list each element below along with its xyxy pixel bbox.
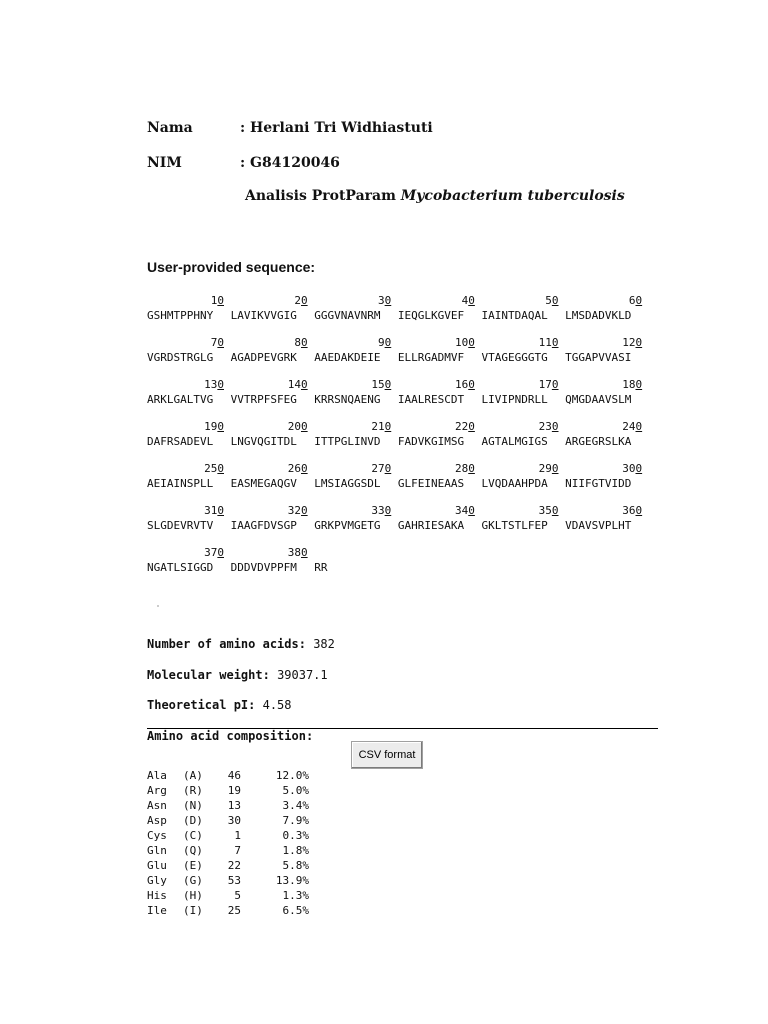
sequence-position: 20 (294, 294, 308, 307)
nim-value: : G84120046 (240, 155, 340, 171)
composition-row (147, 858, 309, 873)
amino-acid-count: 53 (227, 874, 241, 887)
page-title (245, 188, 625, 204)
amino-acid-count (147, 637, 335, 651)
sequence-chunk: DAFRSADEVL (147, 435, 214, 448)
sequence-position: 90 (378, 336, 392, 349)
sequence-position: 360 (622, 504, 643, 517)
sequence-chunk: GRKPVMGETG (314, 519, 381, 532)
amino-acid-percent: 1.3% (282, 889, 309, 902)
sequence-position: 10 (210, 294, 224, 307)
sequence-position-row (147, 461, 642, 476)
amino-acid-code: (D) (183, 814, 203, 827)
amino-acid-percent: 3.4% (282, 799, 309, 812)
sequence-row (147, 518, 642, 533)
sequence-position: 100 (455, 336, 475, 349)
composition-row (147, 888, 309, 903)
sequence-chunk: LIVIPNDRLL (481, 393, 548, 406)
composition-table (147, 768, 309, 918)
sequence-position: 110 (538, 336, 559, 349)
amino-acid-count: 22 (227, 859, 241, 872)
sequence-position: 200 (287, 420, 308, 433)
sequence-position: 140 (287, 378, 308, 391)
sequence-position: 260 (287, 462, 308, 475)
sequence-row (147, 560, 391, 575)
sequence-position: 290 (538, 462, 559, 475)
sequence-chunk: VGRDSTRGLG (147, 351, 214, 364)
amino-acid-percent: 13.9% (275, 874, 309, 887)
sequence-position: 170 (538, 378, 559, 391)
stray-mark (157, 605, 159, 607)
amino-acid-code: (R) (183, 784, 203, 797)
sequence-chunk: GAHRIESAKA (397, 519, 465, 532)
composition-row (147, 843, 309, 858)
amino-acid-count: 46 (227, 769, 241, 782)
amino-acid-name: Gln (147, 844, 167, 857)
sequence-row (147, 392, 642, 407)
sequence-chunk: KRRSNQAENG (314, 393, 381, 406)
amino-acid-percent: 0.3% (282, 829, 309, 842)
composition-row (147, 903, 309, 918)
amino-acid-percent: 6.5% (282, 904, 309, 917)
sequence-position: 380 (287, 546, 308, 559)
sequence-position: 240 (622, 420, 643, 433)
amino-acid-name: Gly (147, 874, 167, 887)
sequence-position: 60 (628, 294, 643, 307)
sequence-position: 280 (455, 462, 475, 475)
sequence-position: 150 (371, 378, 392, 391)
sequence-chunk: GLFEINEAAS (397, 477, 465, 490)
theoretical-pi-value: 4.58 (262, 698, 292, 712)
amino-acid-code: (I) (183, 904, 203, 917)
title-organism: Mycobacterium tuberculosis (400, 188, 625, 204)
amino-acid-code: (A) (183, 769, 203, 782)
sequence-chunk: DDDVDVPPFM (230, 561, 297, 574)
amino-acid-code: (E) (183, 859, 203, 872)
sequence-position-row (147, 503, 642, 518)
composition-row (147, 798, 309, 813)
sequence-chunk: GGGVNAVNRM (314, 309, 381, 322)
amino-acid-code: (H) (183, 889, 203, 902)
sequence-chunk: IAALRESCDT (397, 393, 465, 406)
sequence-position: 120 (622, 336, 643, 349)
amino-acid-count: 19 (227, 784, 241, 797)
amino-acid-count: 7 (234, 844, 241, 857)
sequence-chunk: IEQGLKGVEF (397, 309, 465, 322)
sequence-position-row (147, 545, 391, 560)
csv-format-button[interactable]: CSV format (351, 741, 423, 769)
sequence-chunk: EASMEGAQGV (230, 477, 297, 490)
amino-acid-percent: 5.8% (282, 859, 309, 872)
sequence-chunk: LNGVQGITDL (230, 435, 297, 448)
amino-acid-name: Arg (147, 784, 167, 797)
sequence-chunk: GSHMTPPHNY (147, 309, 214, 322)
sequence-position: 340 (455, 504, 475, 517)
amino-acid-name: Cys (147, 829, 167, 842)
sequence-chunk: ITTPGLINVD (314, 435, 381, 448)
sequence-position: 310 (204, 504, 224, 517)
sequence-position: 270 (371, 462, 392, 475)
amino-acid-percent: 12.0% (275, 769, 309, 782)
sequence-position: 320 (287, 504, 308, 517)
sequence-chunk: ARGEGRSLKA (565, 435, 632, 448)
sequence-position: 330 (371, 504, 392, 517)
nim-label: NIM (147, 155, 182, 171)
sequence-chunk: VDAVSVPLHT (565, 519, 632, 532)
sequence-chunk: LMSDADVKLD (565, 309, 632, 322)
theoretical-pi (147, 698, 292, 712)
sequence-chunk: VTAGEGGGTG (481, 351, 548, 364)
sequence-position: 370 (204, 546, 224, 559)
sequence-heading: User-provided sequence: (147, 259, 316, 275)
sequence-block (147, 377, 642, 407)
sequence-position: 50 (545, 294, 559, 307)
sequence-position: 190 (204, 420, 224, 433)
amino-acid-name: Ala (147, 769, 167, 782)
amino-acid-percent: 7.9% (282, 814, 309, 827)
sequence-block (147, 419, 642, 449)
sequence-position-row (147, 419, 642, 434)
sequence-chunk: AGTALMGIGS (481, 435, 548, 448)
sequence-chunk: VVTRPFSFEG (230, 393, 297, 406)
sequence-chunk: AGADPEVGRK (230, 351, 297, 364)
sequence-chunk: IAAGFDVSGP (230, 519, 297, 532)
sequence-position: 350 (538, 504, 559, 517)
sequence-position: 250 (204, 462, 224, 475)
sequence-chunk: LMSIAGGSDL (314, 477, 381, 490)
sequence-chunk: FADVKGIMSG (397, 435, 465, 448)
sequence-position: 30 (378, 294, 392, 307)
sequence-row (147, 350, 642, 365)
amino-acid-name: Ile (147, 904, 167, 917)
amino-acid-count: 25 (227, 904, 241, 917)
sequence-block (147, 335, 642, 365)
sequence-position-row (147, 377, 642, 392)
composition-row (147, 783, 309, 798)
sequence-position: 40 (461, 294, 475, 307)
sequence-chunk: AAEDAKDEIE (314, 351, 381, 364)
molecular-weight (147, 668, 328, 682)
amino-acid-percent: 1.8% (282, 844, 309, 857)
sequence-position: 80 (294, 336, 308, 349)
sequence-chunk: GKLTSTLFEP (481, 519, 548, 532)
amino-acid-count-label: Number of amino acids: (147, 637, 306, 651)
sequence-position: 300 (622, 462, 643, 475)
amino-acid-count: 5 (234, 889, 241, 902)
sequence-position: 230 (538, 420, 559, 433)
sequence-chunk: IAINTDAQAL (481, 309, 548, 322)
sequence-chunk: QMGDAAVSLM (565, 393, 632, 406)
amino-acid-count: 13 (227, 799, 241, 812)
amino-acid-code: (N) (183, 799, 203, 812)
molecular-weight-value: 39037.1 (277, 668, 328, 682)
sequence-block (147, 293, 642, 323)
sequence-chunk: ELLRGADMVF (397, 351, 465, 364)
sequence-chunk: RR (314, 561, 328, 574)
amino-acid-name: Glu (147, 859, 167, 872)
amino-acid-name: Asn (147, 799, 167, 812)
sequence-row (147, 434, 642, 449)
sequence-block (147, 503, 642, 533)
amino-acid-count-value: 382 (313, 637, 335, 651)
composition-row (147, 873, 309, 888)
sequence-chunk: NIIFGTVIDD (565, 477, 632, 490)
amino-acid-count: 30 (227, 814, 241, 827)
sequence-chunk: LAVIKVVGIG (230, 309, 297, 322)
amino-acid-code: (Q) (183, 844, 203, 857)
sequence-position: 160 (455, 378, 475, 391)
sequence-chunk: AEIAINSPLL (147, 477, 214, 490)
sequence-position-row (147, 293, 642, 308)
amino-acid-code: (C) (183, 829, 203, 842)
sequence-position: 70 (210, 336, 224, 349)
amino-acid-count: 1 (234, 829, 241, 842)
sequence-block (147, 545, 391, 575)
sequence-chunk: TGGAPVVASI (565, 351, 632, 364)
sequence-chunk: NGATLSIGGD (147, 561, 214, 574)
amino-acid-percent: 5.0% (282, 784, 309, 797)
sequence-position: 210 (371, 420, 392, 433)
amino-acid-name: Asp (147, 814, 167, 827)
sequence-chunk: ARKLGALTVG (147, 393, 214, 406)
composition-row (147, 768, 309, 783)
molecular-weight-label: Molecular weight: (147, 668, 270, 682)
sequence-chunk: SLGDEVRVTV (147, 519, 214, 532)
title-prefix: Analisis ProtParam (245, 188, 401, 204)
sequence-position: 180 (622, 378, 643, 391)
sequence-position: 220 (455, 420, 475, 433)
theoretical-pi-label: Theoretical pI: (147, 698, 256, 712)
nama-label: Nama (147, 120, 193, 136)
sequence-position: 130 (204, 378, 224, 391)
sequence-row (147, 476, 642, 491)
amino-acid-name: His (147, 889, 167, 902)
composition-heading: Amino acid composition: (147, 729, 314, 743)
sequence-block (147, 461, 642, 491)
nama-value: : Herlani Tri Widhiastuti (240, 120, 433, 136)
sequence-row (147, 308, 642, 323)
sequence-chunk: LVQDAAHPDA (481, 477, 548, 490)
composition-row (147, 813, 309, 828)
amino-acid-code: (G) (183, 874, 203, 887)
composition-row (147, 828, 309, 843)
sequence-position-row (147, 335, 642, 350)
